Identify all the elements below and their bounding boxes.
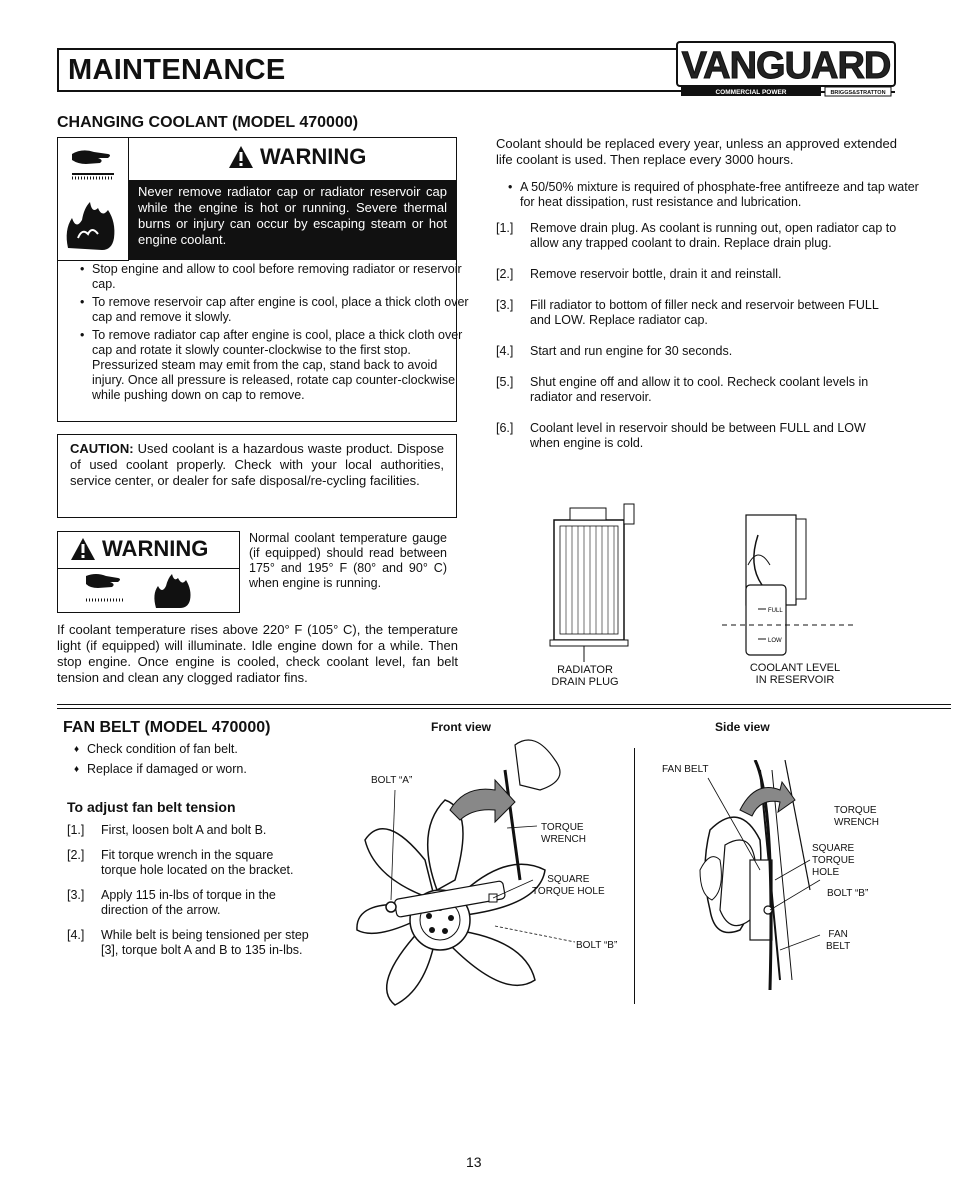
section-divider	[57, 708, 951, 709]
warning-box-2	[57, 531, 240, 613]
warning-label-2: WARNING	[102, 536, 209, 561]
page-title: MAINTENANCE	[68, 54, 286, 86]
caution-box	[57, 434, 457, 518]
caution-label: CAUTION:	[70, 441, 134, 456]
list-item: • To remove reservoir cap after engine is cool, place a thick cloth over cap and remove it slowly.	[92, 295, 472, 325]
warning-message-1: Never remove radiator cap or radiator reservoir cap while the engine is hot or running. Severe thermal burns or injury can occur by escaping steam or hot engine coolant.	[128, 180, 457, 260]
list-item: [6.] Coolant level in reservoir should be between FULL and LOW when engine is cold.	[496, 421, 866, 450]
side-view-title: Side view	[715, 720, 770, 734]
list-item: [4.] Start and run engine for 30 seconds.	[496, 344, 733, 358]
list-item: • A 50/50% mixture is required of phosphate-free antifreeze and tap water for heat dissipation, rust resistance and lubrication.	[520, 180, 921, 210]
warning-triangle-icon	[228, 145, 254, 169]
hot-surface-icon	[72, 150, 114, 178]
list-item: [2.] Fit torque wrench in the square torque hole located on the bracket.	[67, 848, 294, 877]
low-mark: LOW	[768, 638, 782, 644]
logo-sub: COMMERCIAL POWER	[715, 89, 787, 96]
label-square-hole-side: SQUARE TORQUE HOLE	[812, 843, 855, 878]
radiator-illustration	[540, 500, 640, 665]
warning-bullets-1	[68, 262, 472, 406]
warning-banner-1	[228, 144, 366, 170]
logo-brand: BRIGGS&STRATTON	[830, 90, 886, 96]
page-number: 13	[466, 1154, 482, 1170]
fanbelt-bullets	[63, 742, 337, 780]
reservoir-caption: COOLANT LEVEL IN RESERVOIR	[749, 662, 841, 686]
warning-box-1	[57, 137, 469, 422]
label-torque-wrench-front: TORQUE WRENCH	[541, 822, 586, 845]
label-bolt-b-side: BOLT “B”	[827, 888, 869, 899]
reservoir-illustration	[718, 505, 858, 660]
hot-surface-icon	[86, 574, 124, 600]
list-item: [1.] Remove drain plug. As coolant is running out, open radiator cap to allow any trapped coolant to drain. Replace drain plug.	[496, 221, 897, 250]
logo-text: VANGUARD	[681, 45, 891, 87]
list-item: • To remove radiator cap after engine is cool, place a thick cloth over cap and rotate it slowly counter-clockwise to the first stop. Pressurized steam may emit from the cap, stand back to avoid injury. Once all pressure is released, rotate cap counter-clockwise while pushing down on cap to remove.	[92, 328, 472, 403]
list-item: [5.] Shut engine off and allow it to cool. Recheck coolant levels in radiator and reservoir.	[496, 375, 869, 404]
fan-front-illustration	[355, 730, 630, 1015]
list-item: [3.] Apply 115 in-lbs of torque in the direction of the arrow.	[67, 888, 276, 917]
radiator-caption: RADIATOR DRAIN PLUG	[551, 664, 619, 688]
vanguard-logo	[675, 40, 897, 100]
fanbelt-heading: FAN BELT (MODEL 470000)	[63, 719, 271, 736]
list-item: [2.] Remove reservoir bottle, drain it and reinstall.	[496, 267, 782, 281]
list-item: [1.] First, loosen bolt A and bolt B.	[67, 823, 267, 837]
list-item: [4.] While belt is being tensioned per step [3], torque bolt A and B to 135 in-lbs.	[67, 928, 309, 957]
full-mark: FULL	[768, 608, 783, 614]
hazard-icons-2	[78, 572, 228, 612]
list-item: ♦ Replace if damaged or worn.	[87, 762, 337, 777]
list-item: ♦ Check condition of fan belt.	[87, 742, 337, 757]
warning-banner-2	[70, 536, 208, 562]
section-divider	[57, 704, 951, 705]
label-fan-belt-top: FAN BELT	[662, 764, 709, 775]
label-torque-wrench-side: TORQUE WRENCH	[834, 805, 879, 828]
hazard-icons	[58, 138, 129, 261]
warning-triangle-icon	[70, 537, 96, 561]
caution-text: Used coolant is a hazardous waste product. Dispose of used coolant properly. Check with your local authorities, service center, or dealer for safe disposal/re-cycling facilities.	[70, 441, 444, 488]
overheat-text: If coolant temperature rises above 220° F (105° C), the temperature light (if equipped) will illuminate. Idle engine down for a while. Then stop engine. Once engine is cooled, check coolant level, fan belt tension and clean any clogged radiator fins.	[57, 622, 458, 685]
view-divider	[634, 748, 635, 1004]
fanbelt-subheading: To adjust fan belt tension	[67, 799, 236, 815]
burn-fire-icon	[67, 202, 115, 250]
label-square-hole-front: SQUARE TORQUE HOLE	[532, 874, 605, 897]
list-item: [3.] Fill radiator to bottom of filler neck and reservoir between FULL and LOW. Replace radiator cap.	[496, 298, 879, 327]
warning-text-2: Normal coolant temperature gauge (if equipped) should read between 175° and 195° F (80° and 90° C) when engine is running.	[249, 531, 447, 590]
fanbelt-steps	[67, 823, 312, 968]
label-bolt-b-front: BOLT “B”	[576, 940, 618, 951]
mixture-bullet-list	[496, 180, 921, 213]
burn-fire-icon	[154, 574, 190, 608]
coolant-intro: Coolant should be replaced every year, unless an approved extended life coolant is used. Then replace every 3000 hours.	[496, 136, 897, 167]
coolant-heading: CHANGING COOLANT (MODEL 470000)	[57, 114, 359, 131]
label-bolt-a: BOLT “A”	[371, 775, 413, 786]
warning-label-1: WARNING	[260, 144, 367, 169]
list-item: • Stop engine and allow to cool before removing radiator or reservoir cap.	[92, 262, 472, 292]
front-view-title: Front view	[431, 720, 492, 734]
label-fan-belt-side: FAN BELT	[826, 929, 851, 952]
coolant-steps	[496, 221, 897, 467]
